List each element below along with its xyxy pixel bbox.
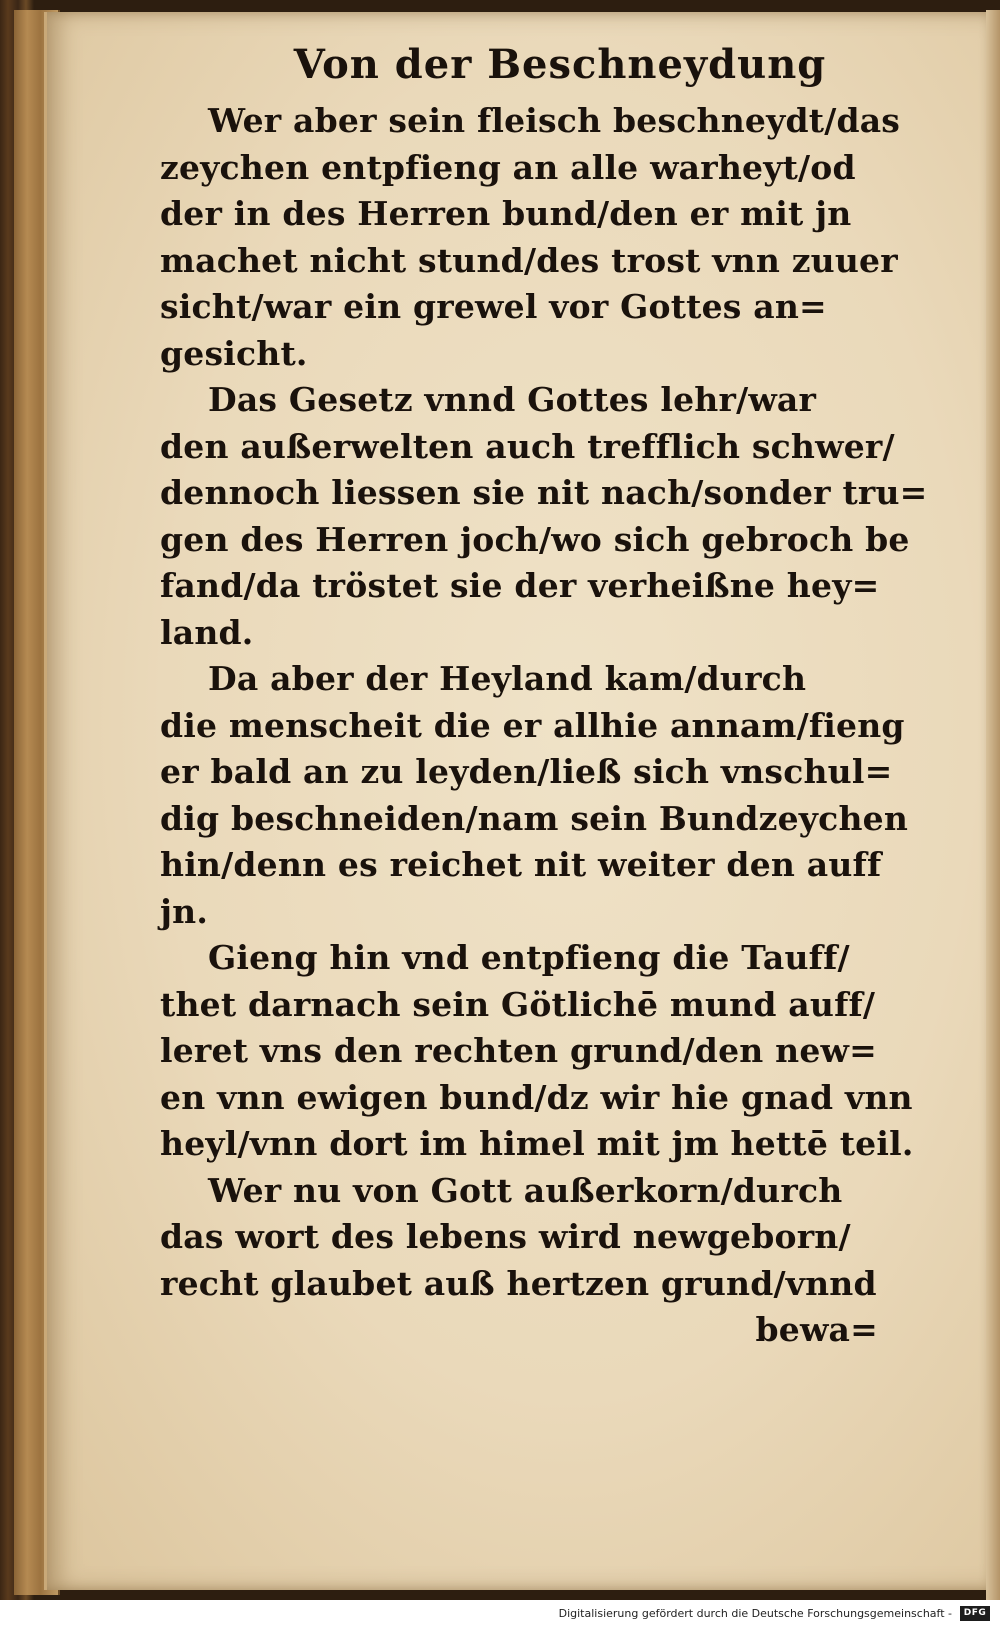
text-line: er bald an zu leyden/ließ sich vnschul= [160,752,893,791]
paragraph [160,656,909,935]
page-edge [986,10,1000,1600]
text-line: en vnn ewigen bund/dz wir hie gnad vnn [160,1077,913,1117]
catchword: bewa= [755,1310,878,1349]
text-line: Wer aber sein fleisch beschneydt/das [208,101,901,140]
text-line: leret vns den rechten grund/den new= [160,1031,877,1070]
text-line: gesicht. [160,333,308,373]
text-line: hin/denn es reichet nit weiter den auff [160,845,882,884]
dfg-logo: DFG [960,1606,990,1621]
paragraph [160,377,928,656]
text-line: gen des Herren joch/wo sich gebroch be [160,519,910,559]
text-line: fand/da tröstet sie der verheißne hey= [160,566,880,605]
text-line: sicht/war ein grewel vor Gottes an= [160,287,827,326]
text-line: thet darnach sein Götlichē mund auff/ [160,984,876,1024]
text-line: jn. [160,891,209,931]
page-text [160,40,928,1354]
text-line: den außerwelten auch trefflich schwer/ [160,426,895,466]
text-line: Gieng hin vnd entpfieng die Tauff/ [208,938,850,977]
text-line: dennoch liessen sie nit nach/sonder tru= [160,473,928,512]
text-line: die menscheit die er allhie annam/fieng [160,705,905,745]
paragraph [160,98,900,377]
footer-credit: Digitalisierung gefördert durch die Deutsche Forschungsgemeinschaft - [558,1607,952,1620]
text-line: land. [160,612,254,652]
running-head: Von der Beschneydung [293,41,827,88]
text-line: machet nicht stund/des trost vnn zuuer [160,240,898,280]
paragraph [160,1168,900,1308]
paragraph [160,935,914,1168]
text-line: dig beschneiden/nam sein Bundzeychen [160,798,909,838]
text-line: zeychen entpfieng an alle warheyt/od [160,147,856,187]
text-line: Das Gesetz vnnd Gottes lehr/war [208,380,817,419]
text-line: das wort des lebens wird newgeborn/ [160,1217,851,1256]
text-line: Wer nu von Gott außerkorn/durch [208,1170,843,1210]
text-line: heyl/vnn dort im himel mit jm hettē teil. [160,1124,914,1163]
text-line: Da aber der Heyland kam/durch [208,659,807,698]
text-line: recht glaubet auß hertzen grund/vnnd [160,1263,877,1303]
text-line: der in des Herren bund/den er mit jn [160,194,852,233]
digitization-footer [0,1600,1000,1630]
